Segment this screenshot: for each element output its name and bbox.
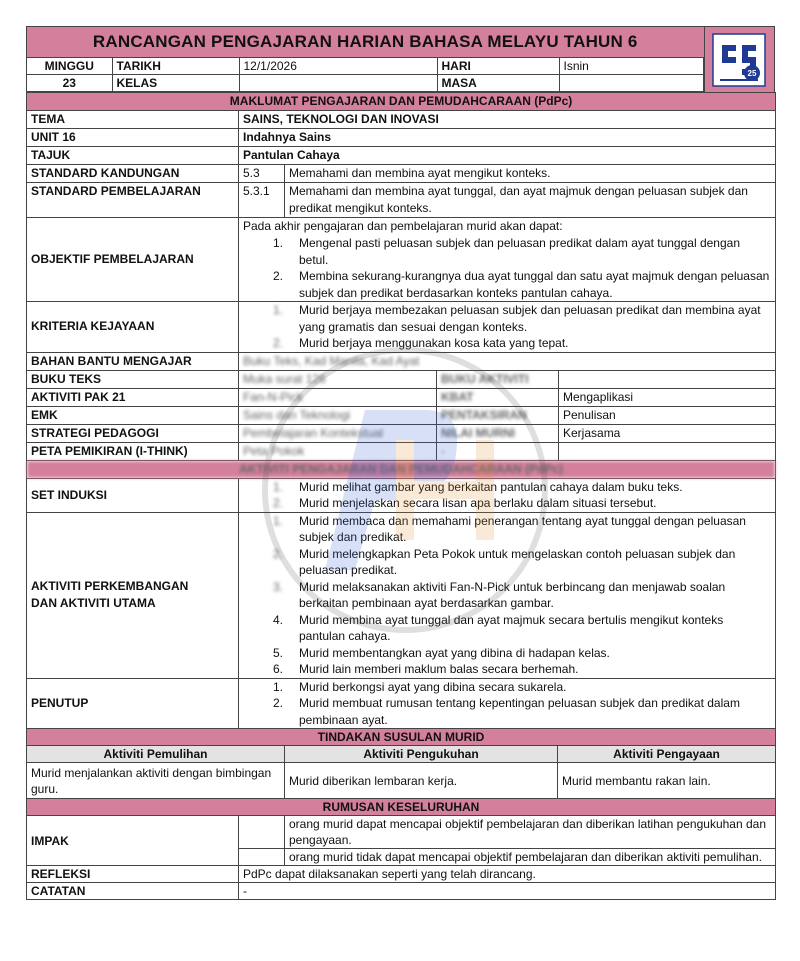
pentaksiran-label: PENTAKSIRAN	[437, 406, 559, 424]
induksi-list	[243, 479, 771, 512]
impak-text-1: orang murid dapat mencapai objektif pembelajaran dan diberikan latihan pengukuhan dan pengayaan.	[285, 816, 776, 849]
masa-value	[559, 75, 703, 92]
minggu-label: MINGGU	[27, 58, 112, 75]
list-item: 1. Murid berkongsi ayat yang dibina secara sukarela.	[272, 679, 567, 694]
peta-value: Peta Pokok	[239, 442, 437, 460]
pak21-value: Fan-N-Pick	[239, 388, 437, 406]
pemulihan-label: Aktiviti Pemulihan	[27, 746, 285, 763]
penutup-list	[243, 679, 771, 729]
list-item: 1. Mengenal pasti peluasan subjek dan peluasan predikat dalam ayat tunggal dengan betul.	[272, 236, 740, 267]
main-table	[26, 92, 776, 729]
peta-empty	[559, 442, 776, 460]
school-logo	[705, 27, 775, 92]
kriteria-list	[243, 302, 771, 352]
buku-label: BUKU TEKS	[27, 370, 239, 388]
minggu-value: 23	[27, 75, 112, 92]
induksi-label: SET INDUKSI	[27, 478, 239, 512]
pengukuhan-text: Murid diberikan lembaran kerja.	[285, 763, 558, 799]
pemulihan-text: Murid menjalankan aktiviti dengan bimbingan guru.	[27, 763, 285, 799]
utama-label-line-2: DAN AKTIVITI UTAMA	[31, 596, 156, 610]
sk-label: STANDARD KANDUNGAN	[27, 165, 239, 183]
header-main	[27, 27, 705, 92]
objektif-label: OBJEKTIF PEMBELAJARAN	[27, 218, 239, 302]
emk-label: EMK	[27, 406, 239, 424]
buku-value: Muka surat 126	[239, 370, 437, 388]
sk-text: Memahami dan membina ayat mengikut konteks.	[285, 165, 776, 183]
unit-label: UNIT 16	[27, 129, 239, 147]
tema-value: SAINS, TEKNOLOGI DAN INOVASI	[239, 111, 776, 129]
bbm-label: BAHAN BANTU MENGAJAR	[27, 352, 239, 370]
objektif-list	[243, 235, 771, 301]
impak-text-2: orang murid tidak dapat mencapai objektif pembelajaran dan diberikan aktiviti pemulihan.	[285, 849, 776, 866]
list-item: 6. Murid lain memberi maklum balas secara berhemah.	[272, 662, 579, 676]
penutup-label: PENUTUP	[27, 678, 239, 729]
refleksi-label: REFLEKSI	[27, 866, 239, 883]
strategi-value: Pembelajaran Kontekstual	[239, 424, 437, 442]
induksi-cell	[239, 478, 776, 512]
pentaksiran-value: Penulisan	[559, 406, 776, 424]
document-title: RANCANGAN PENGAJARAN HARIAN BAHASA MELAYU TAHUN 6	[27, 27, 704, 58]
catatan-value: -	[239, 883, 776, 900]
list-item: 3. Murid melaksanakan aktiviti Fan-N-Pick untuk berbincang dan menjawab soalan berkaitan pembinaan ayat berdasarkan gambar.	[272, 579, 726, 610]
impak-count-2	[239, 849, 285, 866]
strategi-label: STRATEGI PEDAGOGI	[27, 424, 239, 442]
utama-label-line-1: AKTIVITI PERKEMBANGAN	[31, 579, 189, 593]
buku-aktiviti-value	[559, 370, 776, 388]
sk-code: 5.3	[239, 165, 285, 183]
tajuk-value: Pantulan Cahaya	[239, 147, 776, 165]
pengukuhan-label: Aktiviti Pengukuhan	[285, 746, 558, 763]
nilai-label: NILAI MURNI	[437, 424, 559, 442]
meta-table	[27, 58, 704, 92]
aktiviti-heading: AKTIVITI PENGAJARAN DAN PEMUDAHCARAAN (PdPc)	[27, 460, 776, 478]
utama-list	[243, 513, 771, 678]
kelas-value	[239, 75, 437, 92]
list-item: 2. Murid menjelaskan secara lisan apa berlaku dalam situasi tersebut.	[272, 496, 657, 510]
sp-label: STANDARD PEMBELAJARAN	[27, 183, 239, 218]
susulan-table	[26, 729, 776, 799]
rph-document	[26, 26, 775, 900]
pengayaan-text: Murid membantu rakan lain.	[558, 763, 776, 799]
kbat-label: KBAT	[437, 388, 559, 406]
list-item: 1. Murid membaca dan memahami penerangan tentang ayat tunggal dengan peluasan subjek dan predikat.	[272, 513, 746, 544]
kbat-value: Mengaplikasi	[559, 388, 776, 406]
tarikh-value: 12/1/2026	[239, 58, 437, 75]
emk-value: Sains dan Teknologi	[239, 406, 437, 424]
rumusan-table	[26, 799, 776, 900]
logo-number: 25	[747, 68, 757, 78]
sp-code: 5.3.1	[239, 183, 285, 218]
list-item: 2. Murid melengkapkan Peta Pokok untuk mengelaskan contoh peluasan subjek dan peluasan predikat.	[272, 546, 736, 577]
refleksi-value: PdPc dapat dilaksanakan seperti yang telah dirancang.	[239, 866, 776, 883]
document-header	[26, 26, 775, 92]
penutup-cell	[239, 678, 776, 729]
list-item: 1. Murid melihat gambar yang berkaitan pantulan cahaya dalam buku teks.	[272, 479, 683, 494]
list-item: 1. Murid berjaya membezakan peluasan subjek dan peluasan predikat dan membina ayat yang gramatis dan sesuai dengan konteks.	[272, 303, 761, 334]
sp-text: Memahami dan membina ayat tunggal, dan ayat majmuk dengan peluasan subjek dan predikat mengikut konteks.	[285, 183, 776, 218]
tema-label: TEMA	[27, 111, 239, 129]
list-item: 2. Membina sekurang-kurangnya dua ayat tunggal dan satu ayat majmuk dengan peluasan subjek dan predikat berdasarkan konteks pantulan cahaya.	[272, 269, 770, 300]
rumusan-heading: RUMUSAN KESELURUHAN	[27, 799, 776, 816]
nilai-value: Kerjasama	[559, 424, 776, 442]
list-item: 4. Murid membina ayat tunggal dan ayat majmuk secara bertulis mengikut konteks pantulan cahaya.	[272, 612, 724, 643]
bbm-value: Buku Teks, Kad Manila, Kad Ayat	[239, 352, 776, 370]
impak-count-1	[239, 816, 285, 849]
kriteria-cell	[239, 302, 776, 353]
utama-label	[27, 512, 239, 678]
catatan-label: CATATAN	[27, 883, 239, 900]
buku-aktiviti-label: BUKU AKTIVITI	[437, 370, 559, 388]
susulan-heading: TINDAKAN SUSULAN MURID	[27, 729, 776, 746]
maklumat-heading: MAKLUMAT PENGAJARAN DAN PEMUDAHCARAAN (PdPc)	[27, 93, 776, 111]
hari-value: Isnin	[559, 58, 703, 75]
hari-label: HARI	[437, 58, 559, 75]
objektif-intro: Pada akhir pengajaran dan pembelajaran murid akan dapat:	[243, 219, 563, 233]
peta-label: PETA PEMIKIRAN (I-THINK)	[27, 442, 239, 460]
kelas-label: KELAS	[112, 75, 239, 92]
list-item: 2. Murid berjaya menggunakan kosa kata yang tepat.	[272, 336, 569, 350]
masa-label: MASA	[437, 75, 559, 92]
list-item: 5. Murid membentangkan ayat yang dibina di hadapan kelas.	[272, 645, 610, 660]
logo-emblem-icon	[712, 33, 766, 87]
pengayaan-label: Aktiviti Pengayaan	[558, 746, 776, 763]
peta-extra: -	[437, 442, 559, 460]
tajuk-label: TAJUK	[27, 147, 239, 165]
list-item: 2. Murid membuat rumusan tentang kepentingan peluasan subjek dan predikat dalam pembinaan ayat.	[272, 696, 740, 727]
impak-label: IMPAK	[27, 816, 239, 866]
objektif-cell	[239, 218, 776, 302]
tarikh-label: TARIKH	[112, 58, 239, 75]
unit-value: Indahnya Sains	[239, 129, 776, 147]
utama-cell	[239, 512, 776, 678]
pak21-label: AKTIVITI PAK 21	[27, 388, 239, 406]
kriteria-label: KRITERIA KEJAYAAN	[27, 302, 239, 353]
